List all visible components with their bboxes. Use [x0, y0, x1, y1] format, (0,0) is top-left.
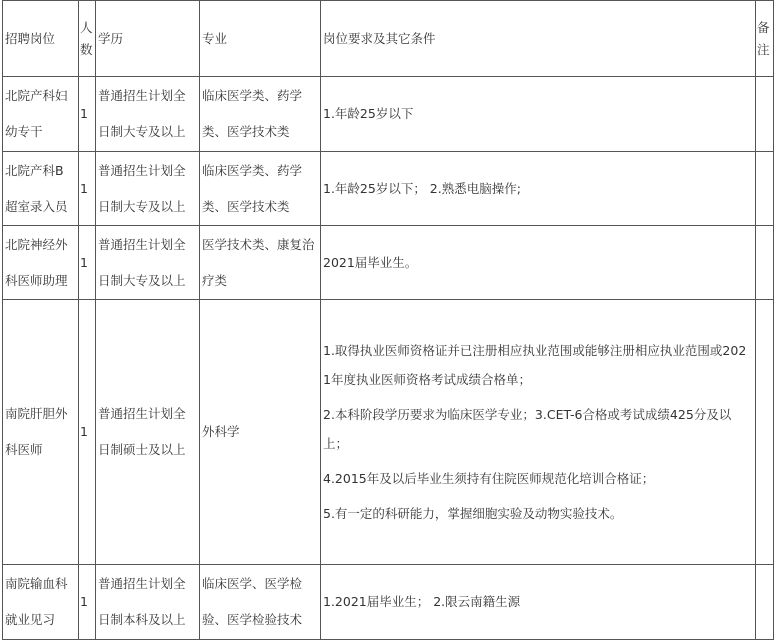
requirement-item: 2.本科阶段学历要求为临床医学专业；3.CET-6合格或考试成绩425分及以上；	[323, 407, 732, 451]
table-row	[3, 300, 774, 565]
table-row	[3, 226, 774, 300]
cell-count: 1	[79, 300, 96, 565]
cell-major: 外科学	[200, 300, 321, 565]
cell-education: 普通招生计划全日制大专及以上	[96, 226, 200, 300]
cell-remarks	[756, 77, 774, 152]
cell-requirements: 1.年龄25岁以下； 2.熟悉电脑操作;	[321, 152, 756, 226]
cell-position: 南院输血科就业见习	[3, 565, 79, 640]
cell-remarks	[756, 226, 774, 300]
cell-requirements	[321, 300, 756, 565]
cell-requirements: 1.2021届毕业生； 2.限云南籍生源	[321, 565, 756, 640]
cell-count: 1	[79, 565, 96, 640]
cell-major: 临床医学类、药学类、医学技术类	[200, 77, 321, 152]
cell-position: 北院神经外科医师助理	[3, 226, 79, 300]
requirement-item: 1.取得执业医师资格证并已注册相应执业范围或能够注册相应执业范围或2021年度执业医师资格考试成绩合格单；	[323, 343, 747, 387]
cell-education: 普通招生计划全日制大专及以上	[96, 152, 200, 226]
cell-education: 普通招生计划全日制本科及以上	[96, 565, 200, 640]
cell-major: 临床医学、医学检验、医学检验技术	[200, 565, 321, 640]
cell-position: 北院产科B超室录入员	[3, 152, 79, 226]
cell-requirements: 1.年龄25岁以下	[321, 77, 756, 152]
cell-count: 1	[79, 77, 96, 152]
cell-requirements: 2021届毕业生。	[321, 226, 756, 300]
table-row	[3, 565, 774, 640]
header-education: 学历	[96, 1, 200, 77]
cell-major: 医学技术类、康复治疗类	[200, 226, 321, 300]
requirement-item: 5.有一定的科研能力，掌握细胞实验及动物实验技术。	[323, 506, 623, 521]
cell-remarks	[756, 565, 774, 640]
cell-position: 南院肝胆外科医师	[3, 300, 79, 565]
header-remarks: 备注	[756, 1, 774, 77]
cell-major: 临床医学类、药学类、医学技术类	[200, 152, 321, 226]
cell-education: 普通招生计划全日制大专及以上	[96, 77, 200, 152]
cell-count: 1	[79, 226, 96, 300]
header-requirements: 岗位要求及其它条件	[321, 1, 756, 77]
cell-position: 北院产科妇幼专干	[3, 77, 79, 152]
requirement-item: 4.2015年及以后毕业生须持有住院医师规范化培训合格证；	[323, 471, 655, 486]
header-row	[3, 1, 774, 77]
recruitment-table	[2, 0, 774, 640]
header-position: 招聘岗位	[3, 1, 79, 77]
header-major: 专业	[200, 1, 321, 77]
table-row	[3, 152, 774, 226]
cell-remarks	[756, 152, 774, 226]
cell-education: 普通招生计划全日制硕士及以上	[96, 300, 200, 565]
header-count: 人数	[79, 1, 96, 77]
table-row	[3, 77, 774, 152]
cell-count: 1	[79, 152, 96, 226]
cell-remarks	[756, 300, 774, 565]
